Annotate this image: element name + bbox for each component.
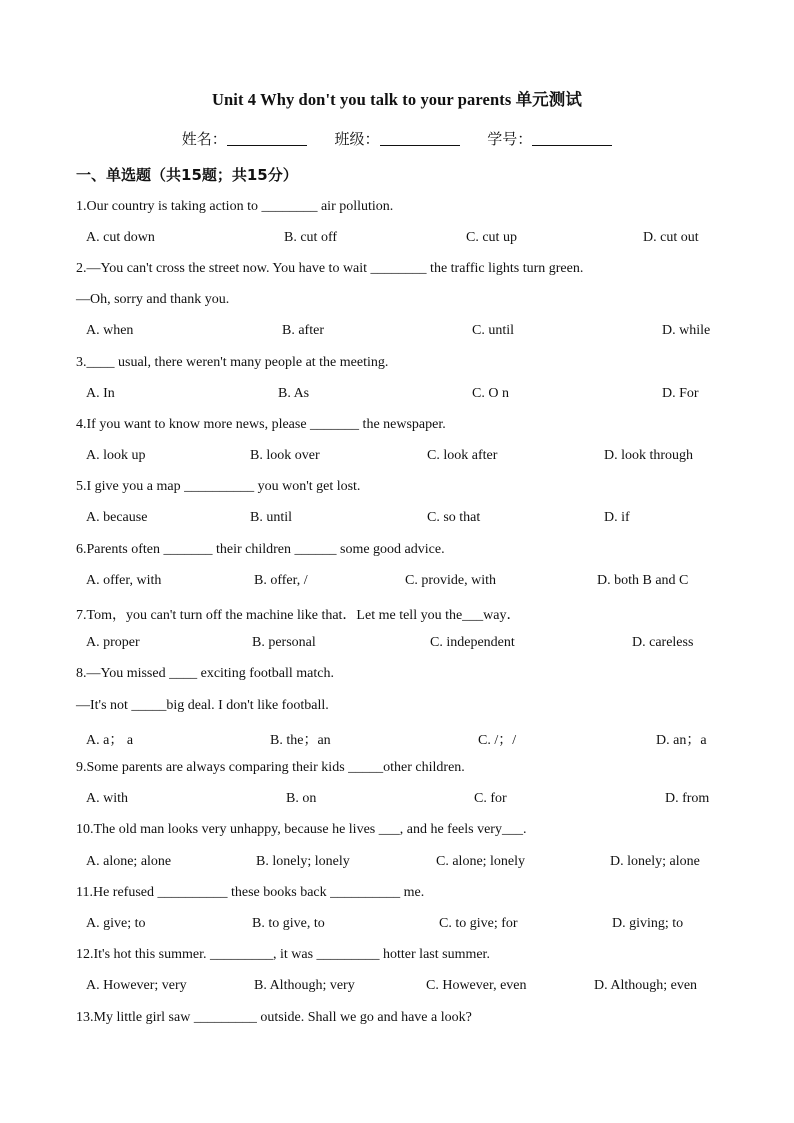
option-d[interactable]: D. For — [662, 386, 699, 401]
question-stem: 13.My little girl saw _________ outside. Shall we go and have a look? — [76, 1010, 472, 1025]
name-field: 姓名： — [182, 128, 307, 149]
option-a[interactable]: A. a； a — [86, 733, 134, 748]
question-dialogue-line: —It's not _____big deal. I don't like football. — [76, 698, 329, 713]
option-d[interactable]: D. an；a — [656, 733, 707, 748]
option-d[interactable]: D. giving; to — [612, 916, 684, 931]
page-title: Unit 4 Why don't you talk to your parents 单元测试 — [212, 90, 582, 109]
option-row — [86, 791, 716, 809]
option-c[interactable]: C. independent — [430, 635, 515, 650]
option-row — [86, 230, 716, 248]
question-stem: 7.Tom，you can't turn off the machine like that．Let me tell you the___way． — [76, 608, 521, 623]
option-d[interactable]: D. while — [662, 323, 711, 338]
name-blank[interactable] — [227, 131, 307, 146]
option-b[interactable]: B. look over — [250, 448, 320, 463]
option-row — [86, 323, 716, 341]
option-d[interactable]: D. careless — [632, 635, 694, 650]
option-c[interactable]: C. to give; for — [439, 916, 518, 931]
option-row — [86, 386, 716, 404]
option-a[interactable]: A. However; very — [86, 978, 187, 993]
class-blank[interactable] — [380, 131, 460, 146]
option-row — [86, 854, 716, 872]
class-field: 班级： — [334, 128, 459, 149]
option-d[interactable]: D. if — [604, 510, 630, 525]
section-heading: 一、单选题（共15题；共15分） — [76, 166, 298, 184]
option-c[interactable]: C. However, even — [426, 978, 527, 993]
question-stem: 8.—You missed ____ exciting football match. — [76, 666, 334, 681]
option-c[interactable]: C. O n — [472, 386, 509, 401]
option-row — [86, 916, 716, 934]
option-c[interactable]: C. /；/ — [478, 733, 517, 748]
question-dialogue-line: —Oh, sorry and thank you. — [76, 292, 230, 307]
option-row — [86, 510, 716, 528]
option-a[interactable]: A. proper — [86, 635, 140, 650]
option-d[interactable]: D. lonely; alone — [610, 854, 700, 869]
option-c[interactable]: C. so that — [427, 510, 481, 525]
student-id-field: 学号： — [487, 128, 612, 149]
question-stem: 10.The old man looks very unhappy, because he lives ___, and he feels very___. — [76, 822, 527, 837]
option-b[interactable]: B. lonely; lonely — [256, 854, 350, 869]
option-b[interactable]: B. As — [278, 386, 310, 401]
option-c[interactable]: C. cut up — [466, 230, 517, 245]
option-a[interactable]: A. In — [86, 386, 115, 401]
question-stem: 4.If you want to know more news, please _______ the newspaper. — [76, 417, 446, 432]
option-b[interactable]: B. cut off — [284, 230, 338, 245]
option-b[interactable]: B. to give, to — [252, 916, 325, 931]
option-row — [86, 635, 716, 653]
question-stem: 12.It's hot this summer. _________, it was _________ hotter last summer. — [76, 947, 490, 962]
option-b[interactable]: B. after — [282, 323, 324, 338]
option-a[interactable]: A. give; to — [86, 916, 146, 931]
option-d[interactable]: D. both B and C — [597, 573, 689, 588]
option-a[interactable]: A. when — [86, 323, 134, 338]
option-d[interactable]: D. look through — [604, 448, 694, 463]
student-id-blank[interactable] — [532, 131, 612, 146]
option-d[interactable]: D. from — [665, 791, 710, 806]
question-stem: 9.Some parents are always comparing their kids _____other children. — [76, 760, 465, 775]
question-stem: 3.____ usual, there weren't many people at the meeting. — [76, 355, 389, 370]
option-b[interactable]: B. Although; very — [254, 978, 355, 993]
option-a[interactable]: A. look up — [86, 448, 146, 463]
question-stem: 2.—You can't cross the street now. You have to wait ________ the traffic lights turn green. — [76, 261, 584, 276]
option-b[interactable]: B. the；an — [270, 733, 331, 748]
option-row — [86, 978, 716, 996]
question-stem: 5.I give you a map __________ you won't get lost. — [76, 479, 361, 494]
option-c[interactable]: C. look after — [427, 448, 498, 463]
option-c[interactable]: C. for — [474, 791, 507, 806]
option-a[interactable]: A. offer, with — [86, 573, 162, 588]
option-d[interactable]: D. cut out — [643, 230, 699, 245]
option-a[interactable]: A. because — [86, 510, 148, 525]
option-d[interactable]: D. Although; even — [594, 978, 698, 993]
option-b[interactable]: B. offer, / — [254, 573, 308, 588]
option-a[interactable]: A. with — [86, 791, 128, 806]
question-stem: 1.Our country is taking action to ________ air pollution. — [76, 199, 394, 214]
student-info-row — [0, 128, 794, 149]
option-row — [86, 573, 716, 591]
option-c[interactable]: C. alone; lonely — [436, 854, 526, 869]
option-a[interactable]: A. alone; alone — [86, 854, 172, 869]
option-c[interactable]: C. until — [472, 323, 515, 338]
question-stem: 11.He refused __________ these books back __________ me. — [76, 885, 425, 900]
option-b[interactable]: B. on — [286, 791, 317, 806]
question-stem: 6.Parents often _______ their children ______ some good advice. — [76, 542, 445, 557]
option-row — [86, 729, 716, 747]
option-c[interactable]: C. provide, with — [405, 573, 496, 588]
option-a[interactable]: A. cut down — [86, 230, 155, 245]
option-row — [86, 448, 716, 466]
option-b[interactable]: B. personal — [252, 635, 316, 650]
option-b[interactable]: B. until — [250, 510, 293, 525]
